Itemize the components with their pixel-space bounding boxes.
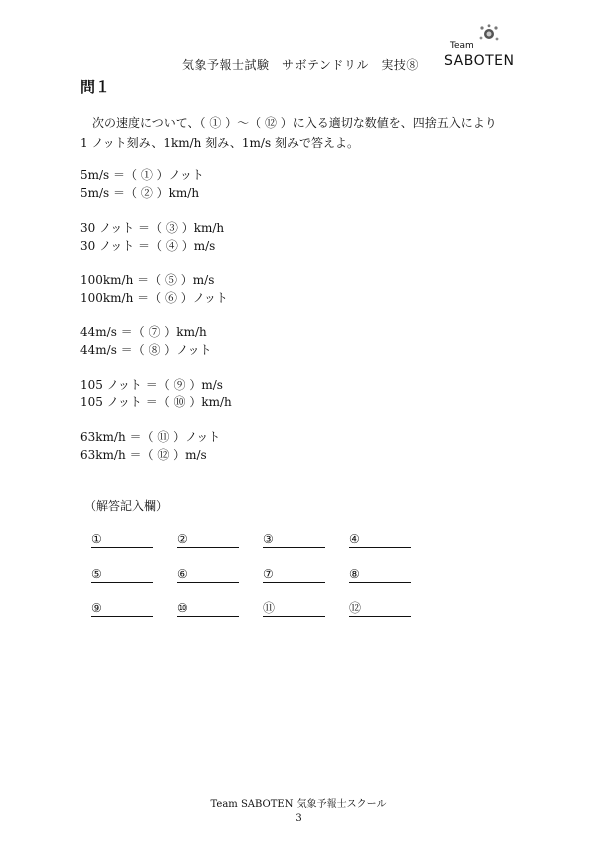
problem-4: 30 ノット ＝（ ④ ）m/s	[80, 239, 216, 253]
problem-11: 63km/h ＝（ ⑪ ）ノット	[80, 430, 221, 444]
problem-7: 44m/s ＝（ ⑦ ）km/h	[80, 325, 207, 339]
problem-8: 44m/s ＝（ ⑧ ）ノット	[80, 343, 212, 357]
team-saboten-logo	[440, 24, 520, 74]
answer-blank-5[interactable]: ⑤	[91, 566, 153, 583]
instruction-line-2: 1 ノット刻み、1km/h 刻み、1m/s 刻みで答えよ。	[80, 136, 359, 150]
problem-5: 100km/h ＝（ ⑤ ）m/s	[80, 273, 215, 287]
answer-blank-9[interactable]: ⑨	[91, 600, 153, 617]
problem-3: 30 ノット ＝（ ③ ）km/h	[80, 221, 225, 235]
answer-blank-10[interactable]: ⑩	[177, 600, 239, 617]
problem-12: 63km/h ＝（ ⑫ ）m/s	[80, 448, 207, 462]
logo-team-text: Team	[450, 41, 474, 51]
question-title: 問１	[80, 78, 111, 96]
answer-blank-8[interactable]: ⑧	[349, 566, 411, 583]
answer-blank-7[interactable]: ⑦	[263, 566, 325, 583]
problem-6: 100km/h ＝（ ⑥ ）ノット	[80, 291, 228, 305]
answer-blank-6[interactable]: ⑥	[177, 566, 239, 583]
page-number: 3	[295, 813, 302, 824]
instruction-line-1: 次の速度について、（ ① ）～（ ⑫ ）に入る適切な数値を、四捨五入により	[92, 116, 497, 130]
answer-blank-1[interactable]: ①	[91, 531, 153, 548]
problem-2: 5m/s ＝（ ② ）km/h	[80, 186, 200, 200]
answer-blank-12[interactable]: ⑫	[349, 600, 411, 617]
document-header-title: 気象予報士試験 サボテンドリル 実技⑧	[182, 58, 419, 72]
logo-saboten-text: SABOTEN	[444, 53, 515, 69]
problem-9: 105 ノット ＝（ ⑨ ）m/s	[80, 378, 223, 392]
answer-blank-11[interactable]: ⑪	[263, 600, 325, 617]
footer-school-name: Team SABOTEN 気象予報士スクール	[210, 799, 387, 810]
question-instruction	[80, 113, 525, 153]
answer-section-label: （解答記入欄）	[84, 499, 169, 513]
answer-blank-4[interactable]: ④	[349, 531, 411, 548]
cactus-icon	[478, 24, 500, 44]
problem-10: 105 ノット ＝（ ⑩ ）km/h	[80, 395, 232, 409]
answer-blank-2[interactable]: ②	[177, 531, 239, 548]
answer-blank-3[interactable]: ③	[263, 531, 325, 548]
problem-1: 5m/s ＝（ ① ）ノット	[80, 168, 204, 182]
